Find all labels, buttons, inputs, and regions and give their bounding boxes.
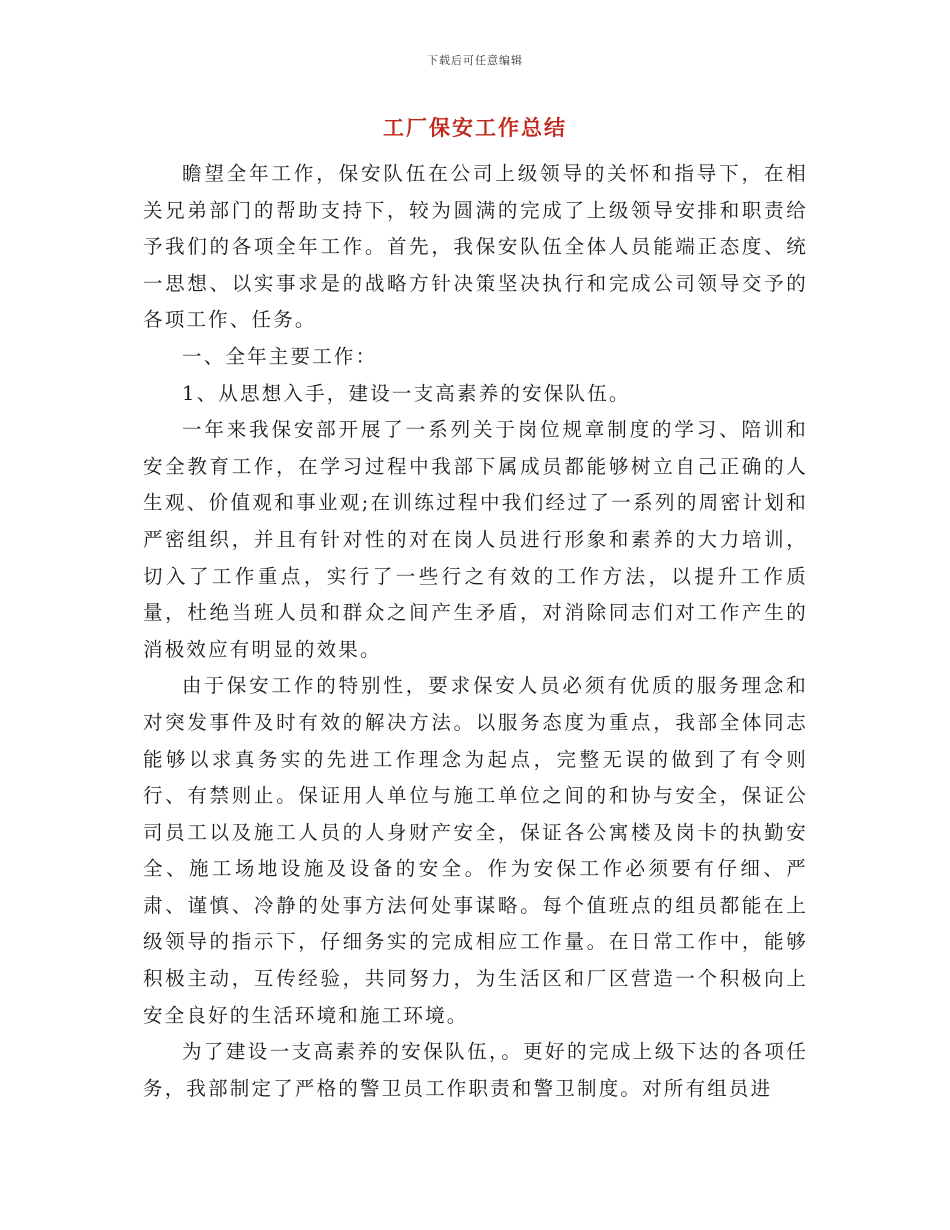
header-note: 下载后可任意编辑 xyxy=(427,54,523,67)
section-heading-main-work: 一、全年主要工作： xyxy=(182,344,378,368)
paragraph-training: 一年来我保安部开展了一系列关于岗位规章制度的学习、陪训和安全教育工作，在学习过程中我部下属成员都能够树立自己正确的人生观、价值观和事业观;在训练过程中我们经过了一系列的周密计划和严密组织，并且有针对性的对在岗人员进行形象和素养的大力培训，切入了工作重点，实行了一些行之有效的工作方法，以提升工作质量，杜绝当班人员和群众之间产生矛盾，对消除同志们对工作产生的消极效应有明显的效果。 xyxy=(143,418,808,661)
paragraph-regulations: 为了建设一支高素养的安保队伍，。更好的完成上级下达的各项任务，我部制定了严格的警卫员工作职责和警卫制度。对所有组员进 xyxy=(143,1040,808,1100)
paragraph-service: 由于保安工作的特别性，要求保安人员必须有优质的服务理念和对突发事件及时有效的解决方法。以服务态度为重点，我部全体同志能够以求真务实的先进工作理念为起点，完整无误的做到了有令则行、有禁则止。保证用人单位与施工单位之间的和协与安全，保证公司员工以及施工人员的人身财产安全，保证各公寓楼及岗卡的执勤安全、施工场地设施及设备的安全。作为安保工作必须要有仔细、严肃、谨慎、冷静的处事方法何处事谋略。每个值班点的组员都能在上级领导的指示下，仔细务实的完成相应工作量。在日常工作中，能够积极主动，互传经验，共同努力，为生活区和厂区营造一个积极向上安全良好的生活环境和施工环境。 xyxy=(143,674,808,1027)
document-title: 工厂保安工作总结 xyxy=(383,115,567,140)
document-body xyxy=(143,156,808,1107)
paragraph-intro: 瞻望全年工作，保安队伍在公司上级领导的关怀和指导下，在相关兄弟部门的帮助支持下，较为圆满的完成了上级领导安排和职责给予我们的各项全年工作。首先，我保安队伍全体人员能端正态度、统一思想、以实事求是的战略方针决策坚决执行和完成公司领导交予的各项工作、任务。 xyxy=(143,162,808,332)
subsection-heading-team-building: 1、从思想入手，建设一支高素养的安保队伍。 xyxy=(182,381,631,405)
